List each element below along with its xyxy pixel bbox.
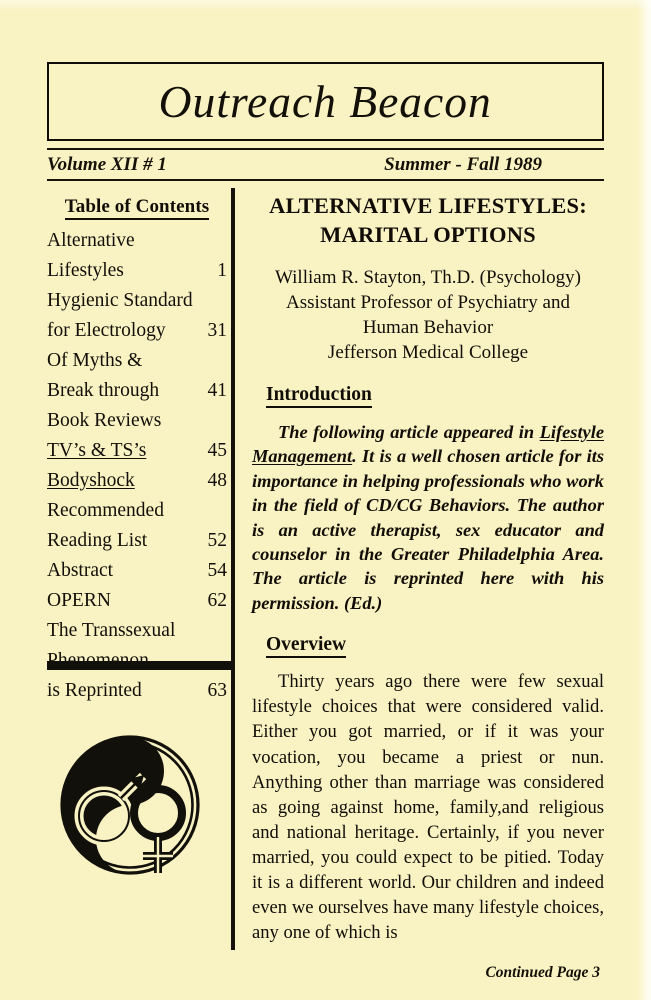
- toc-entry-label: OPERN: [47, 590, 111, 611]
- toc-entry-page: 41: [207, 380, 227, 401]
- overview-paragraph: Thirty years ago there were few sexual lifestyle choices that were considered valid. Either you got married, or if it was your vocation, you became a priest or nun. Anything other than marriage was considered as going against home, family,and religious and national heritage. Certainly, if you never married, you could expect to be pitied. Today it is a different world. Our children and indeed even we ourselves have many lifestyle choices, any one of which is: [252, 671, 604, 944]
- article-title-line-2: MARITAL OPTIONS: [320, 222, 536, 247]
- referenced-publication-title: Lifestyle Management: [252, 422, 604, 467]
- column-divider: [231, 188, 235, 950]
- toc-entry-page: 31: [207, 320, 227, 341]
- toc-entry[interactable]: [47, 256, 227, 286]
- toc-entry-label: Alternative: [47, 230, 135, 251]
- toc-entry[interactable]: [47, 226, 227, 256]
- toc-entry[interactable]: [47, 316, 227, 346]
- article-title-line-1: ALTERNATIVE LIFESTYLES:: [269, 193, 587, 218]
- toc-entry-page: 62: [207, 590, 227, 611]
- toc-entry-label: is Reprinted: [47, 680, 142, 701]
- toc-entry[interactable]: [47, 526, 227, 556]
- scan-edge-top: [0, 0, 651, 10]
- introduction-paragraph: [252, 420, 604, 615]
- article-column: [252, 191, 604, 982]
- toc-entry[interactable]: [47, 616, 227, 646]
- publication-title: Outreach Beacon: [158, 76, 493, 127]
- toc-entry[interactable]: [47, 376, 227, 406]
- toc-entry[interactable]: [47, 286, 227, 316]
- byline-institution: Jefferson Medical College: [327, 342, 529, 363]
- continued-notice: Continued Page 3: [485, 963, 600, 981]
- byline-affiliation-2: Human Behavior: [362, 317, 494, 338]
- toc-entry-page: 63: [207, 680, 227, 701]
- issue-date: Summer - Fall 1989: [384, 153, 542, 175]
- section-heading-overview-text: Overview: [266, 634, 346, 658]
- toc-entry-page: 1: [217, 260, 227, 281]
- toc-entry-label: TV’s & TS’s: [47, 440, 147, 461]
- toc-entry[interactable]: [47, 496, 227, 526]
- toc-entry-label: Reading List: [47, 530, 148, 551]
- toc-entry-label: Lifestyles: [47, 260, 124, 281]
- toc-entry-label: Bodyshock: [47, 470, 135, 491]
- emblem-svg: [55, 730, 205, 880]
- left-column: [47, 196, 227, 706]
- toc-entry-page: 48: [207, 470, 227, 491]
- section-heading-overview: [252, 634, 604, 656]
- toc-entry-page: 45: [207, 440, 227, 461]
- toc-heading-text: Table of Contents: [65, 196, 210, 220]
- toc-entry[interactable]: [47, 406, 227, 436]
- toc-entry-label: Break through: [47, 380, 160, 401]
- toc-bottom-bar: [47, 661, 232, 670]
- article-byline: [252, 265, 604, 365]
- toc-entry[interactable]: [47, 556, 227, 586]
- toc-entry-label: Hygienic Standard: [47, 290, 193, 311]
- toc-entry-label: Recommended: [47, 500, 164, 521]
- toc-entry[interactable]: [47, 436, 227, 466]
- masthead-box: [47, 62, 604, 141]
- section-heading-introduction: [252, 384, 604, 406]
- toc-entry[interactable]: [47, 346, 227, 376]
- toc-entry-label: Of Myths &: [47, 350, 143, 371]
- scan-edge-right: [637, 0, 651, 1000]
- byline-affiliation-1: Assistant Professor of Psychiatry and: [286, 292, 570, 313]
- toc-entry[interactable]: [47, 586, 227, 616]
- intro-text-part-1: The following article appeared in: [278, 422, 540, 442]
- volume-line: [47, 150, 604, 179]
- byline-author: William R. Stayton, Th.D. (Psychology): [274, 267, 582, 288]
- toc-list: [47, 226, 227, 706]
- toc-entry-label: for Electrology: [47, 320, 166, 341]
- article-title: [252, 191, 604, 249]
- yin-yang-gender-symbols-logo: [55, 730, 205, 880]
- toc-entry[interactable]: [47, 466, 227, 496]
- section-heading-introduction-text: Introduction: [266, 384, 372, 408]
- volume-number: Volume XII # 1: [47, 153, 167, 175]
- toc-entry-label: The Transsexual: [47, 620, 176, 641]
- venus-symbol: [134, 789, 182, 873]
- toc-entry-label: Book Reviews: [47, 410, 162, 431]
- toc-entry-label: Abstract: [47, 560, 114, 581]
- intro-text-part-2: . It is a well chosen article for its importance in helping professionals who work in the field of CD/CG Behaviors. The author is an active therapist, sex educator and counselor in the Greater Philadelphia Area. The article is reprinted here with his permission. (Ed.): [252, 446, 604, 613]
- toc-entry-page: 52: [207, 530, 227, 551]
- toc-heading: [47, 196, 227, 219]
- toc-entry-page: 54: [207, 560, 227, 581]
- toc-entry[interactable]: [47, 676, 227, 706]
- volume-rule-bottom: [47, 179, 604, 181]
